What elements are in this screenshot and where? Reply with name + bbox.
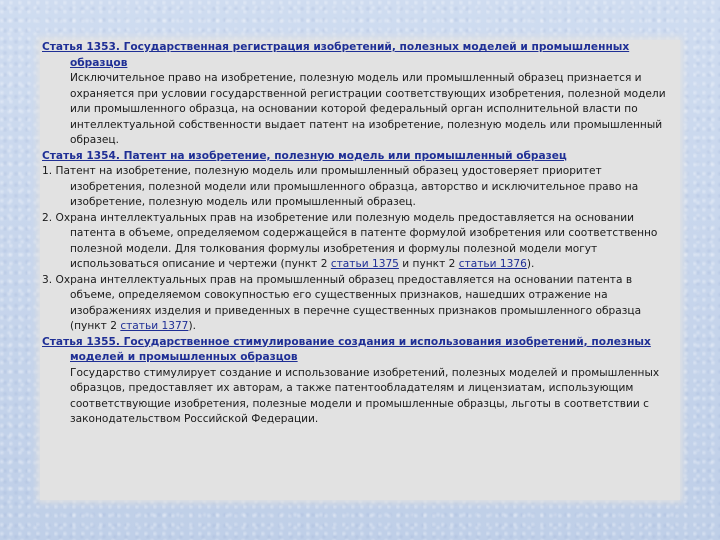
article-1353-text: Исключительное право на изобретение, полезную модель или промышленный образец признается и охраняется при условии государственной регистрации соответствующих изобретения, полезной модели или промышленного образца, на основании которой федеральный орган исполнительной власти по интеллектуальной собственности выдает патент на изобретение, полезную модель или промышленный образец. [70, 72, 666, 146]
article-1354-item-2-end: ). [526, 258, 535, 270]
link-article-1375[interactable]: статьи 1375 [330, 258, 399, 270]
article-1354-item-2 [42, 211, 678, 273]
article-1354-item-2-text: 2. Охрана интеллектуальных прав на изобретение или полезную модель предоставляется на основании патента в объеме, определяемом содержащейся в патенте формулой изобретения или соответственно полезной модели. Для толкования формулы изобретения и формулы полезной модели могут использоваться описание и чертежи (пункт 2 [42, 211, 658, 270]
document-content [40, 40, 680, 500]
article-1354-heading[interactable]: Статья 1354. Патент на изобретение, полезную модель или промышленный образец [42, 149, 567, 162]
article-1355-text: Государство стимулирует создание и использование изобретений, полезных моделей и промышленных образцов, предоставляет их авторам, а также патентообладателям и лицензиатам, использующим соответствующие изобретения, полезные модели и промышленные образцы, льготы в соответствии с законодательством Российской Федерации. [70, 366, 660, 425]
article-1354-item-3 [42, 273, 678, 335]
article-1355-heading[interactable]: Статья 1355. Государственное стимулирование создания и использования изобретений, полезных моделей и промышленных образцов [42, 335, 651, 363]
article-1354-item-2-mid: и пункт 2 [398, 258, 459, 270]
link-article-1377[interactable]: статьи 1377 [120, 320, 189, 332]
article-1354-item-3-end: ). [188, 320, 196, 332]
link-article-1376[interactable]: статьи 1376 [458, 258, 527, 270]
article-1354-item-1: 1. Патент на изобретение, полезную модель или промышленный образец удостоверяет приоритет изобретения, полезной модели или промышленного образца, авторство и исключительное право на изобретение, полезную модель или промышленный образец. [42, 165, 639, 208]
article-1354-item-3-text: 3. Охрана интеллектуальных прав на промышленный образец предоставляется на основании патента в объеме, определяемом совокупностью его существенных признаков, нашедших отражение на изображениях изделия и приведенных в перечне существенных признаков промышленного образца (пункт 2 [42, 273, 642, 332]
article-1353-heading[interactable]: Статья 1353. Государственная регистрация изобретений, полезных моделей и промышленных образцов [42, 41, 630, 69]
